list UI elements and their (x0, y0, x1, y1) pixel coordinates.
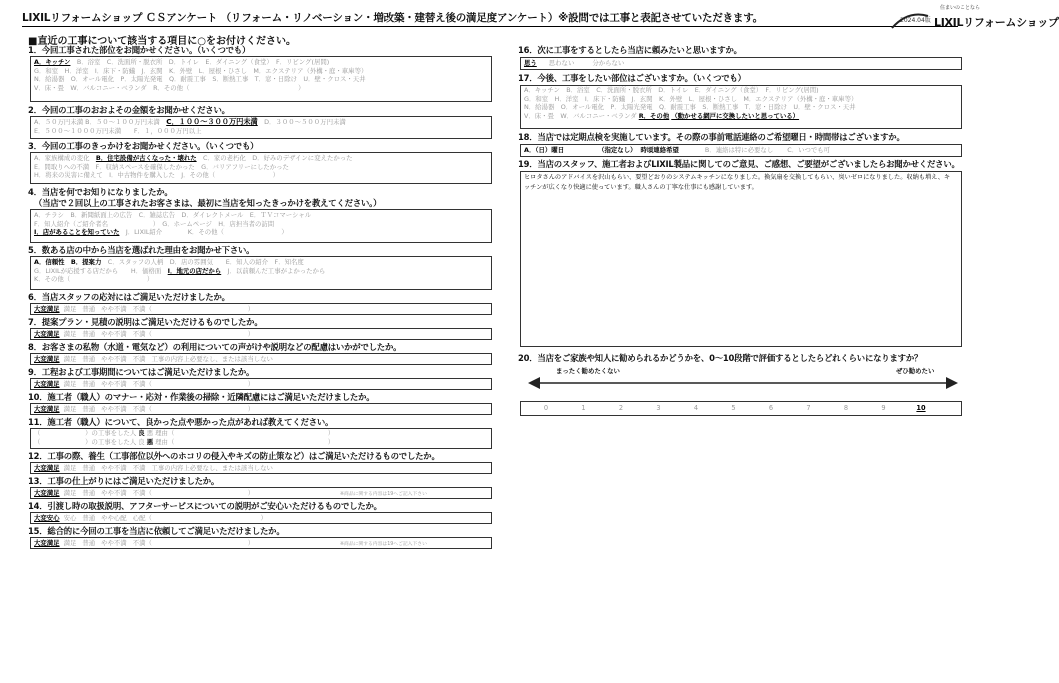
q13-options: 大変満足 満足 普通 やや不満 不満（ ） (34, 489, 255, 497)
q6-title: 6．当店スタッフの応対にはご満足いただけましたか。 (28, 292, 230, 302)
q14-selected[interactable]: 大変安心 (34, 514, 60, 522)
q9-title: 9．工程および工事期間についてはご満足いただけましたか。 (28, 367, 255, 377)
survey-title: LIXILリフォームショップ ＣＳアンケート （リフォーム・リノベーション・増改築・建替え後の満足度アンケート）※設問では工事と表記させていただきます。 (22, 12, 763, 24)
logo-brand: LIXILリフォームショップ (934, 16, 1059, 29)
lixil-logo (880, 4, 1059, 34)
q1-title: 1．今回工事された部位をお聞かせください。（いくつでも） (28, 45, 251, 55)
q17-selected-other[interactable]: R．その他 (638, 111, 670, 120)
q1-options: A．キッチン B．浴室 C．洗面所・脱衣所 D．トイレ E．ダイニング（食堂） F．リビング(居間) G．和室 H．洋室 I．床下・防蟻 J．玄関 K．外壁 L．屋根・ひさし M．エクステリア（外構・庭・車庫等） N．給湯器 O．オール電化 P．太陽光発電 Q．耐震工事 S．断熱工事 T．窓・日除け U．壁・クロス・天井 V．床・畳 W．バルコニー・ベランダ R．その他（ ） (34, 58, 368, 92)
q20-scale-2[interactable]: 2 (618, 404, 624, 412)
q8-selected[interactable]: 大変満足 (34, 355, 60, 363)
q2-options: A．５０万円未満 B．５０～１００万円未満 C．１００～３００万円未満 D．３００～５００万円未満 E．５００～１０００万円未満 F．１，０００万円以上 (34, 117, 346, 135)
q5-selected-proposal[interactable]: B．提案力 (70, 258, 102, 266)
q7-selected[interactable]: 大変満足 (34, 330, 60, 338)
q17-other-detail[interactable]: （動かせる網戸に交換したいと思っている） (671, 111, 800, 120)
q9-selected[interactable]: 大変満足 (34, 380, 60, 388)
q4-options: A．チラシ B．新聞紙面上の広告 C．雑誌広告 D．ダイレクトメール E．ＴＶコマーシャル F．知人紹介（ご紹介者名 ） G．ホームページ H．店担当者の訪問 I．店があることを知っていた J．LIXIL紹介 K．その他（ ） (34, 211, 312, 237)
q17-options: A．キッチン B．浴室 C．洗面所・脱衣所 D．トイレ E．ダイニング（食堂） F．リビング(居間) G．和室 H．洋室 I．床下・防蟻 J．玄関 K．外壁 L．屋根・ひさし M．エクステリア（外構・庭・車庫等） N．給湯器 O．オール電化 P．太陽光発電 Q．耐震工事 S．断熱工事 T．窓・日除け U．壁・クロス・天井 V．床・畳 W．バルコニー・ベランダ R．その他 （動かせる網戸に交換したいと思っている） (524, 86, 858, 120)
q4-selected-source[interactable]: I．店があることを知っていた (34, 228, 120, 237)
q15-options: 大変満足 満足 普通 やや不満 不満（ ） (34, 539, 255, 547)
q12-options: 大変満足 満足 普通 やや不満 不満 工事の内容上必要なし、または該当しない (34, 464, 273, 472)
q16-options: 思う 思わない 分からない (524, 59, 625, 67)
q5-options: A．信頼性 B．提案力 C．スタッフの人柄 D．店の雰囲気 E．知人の紹介 F．知名度 G．LIXILが応援する店だから H．価格面 I．地元の店だから J．以前頼んだ工事がよかったから K．その他（ ） (34, 258, 326, 284)
q11-title: 11．施工者（職人）について、良かった点や悪かった点があれば教えてください。 (28, 417, 334, 427)
q18-options: A．（日）曜日 （指定なし） 時頃連絡希望 B．連絡は特に必要なし C．いつでも可 (524, 146, 831, 154)
q20-right-label: ぜひ勧めたい (896, 367, 935, 375)
q20-left-label: まったく勧めたくない (556, 367, 620, 375)
q15-note: ※商品に関する内容は19へご記入下さい (340, 542, 427, 547)
q20-scale-8[interactable]: 8 (843, 404, 849, 412)
q8-options: 大変満足 満足 普通 やや不満 不満 工事の内容上必要なし、または該当しない (34, 355, 273, 363)
q13-title: 13．工事の仕上がりにはご満足いただけましたか。 (28, 476, 220, 486)
q20-scale-4[interactable]: 4 (693, 404, 699, 412)
q20-scale-3[interactable]: 3 (656, 404, 661, 412)
q10-options: 大変満足 満足 普通 やや不満 不満（ ） (34, 405, 255, 413)
logo-tagline: 住まいのことなら (940, 5, 981, 11)
q2-title: 2．今回の工事のおおよその金額をお聞かせください。 (28, 105, 230, 115)
q14-options: 大変安心 安心 普通 やや心配 心配（ ） (34, 514, 267, 522)
q8-title: 8．お客さまの私物（水道・電気など）の利用についての声がけや説明などの配慮はいかがでしたか。 (28, 342, 402, 352)
q20-scale-7[interactable]: 7 (806, 404, 811, 412)
q11-rows: （ ）の工事をした人 良 悪 理由（ ） （ ）の工事をした人 良 悪 理由（ ） (34, 429, 335, 446)
q10-title: 10．施工者（職人）のマナー・応対・作業後の掃除・近隣配慮にはご満足いただけましたか。 (28, 392, 375, 402)
q20-scale-5[interactable]: 5 (731, 404, 736, 412)
q20-scale-arrow (528, 376, 958, 390)
q7-options: 大変満足 満足 普通 やや不満 不満（ ） (34, 330, 255, 338)
q3-selected-reason[interactable]: B．住宅設備が古くなった・壊れた (95, 154, 197, 162)
q19-comment-box[interactable] (520, 171, 962, 347)
q18-title: 18．当店では定期点検を実施しています。その際の事前電話連絡のご希望曜日・時間帯はございますか。 (518, 132, 905, 142)
q1-selected-kitchen[interactable]: A．キッチン (34, 58, 71, 66)
q18-day[interactable]: A．（日）曜日 (524, 146, 565, 154)
q12-title: 12．工事の際、養生（工事部位以外へのホコリの侵入やキズの防止策など）はご満足いただけるものでしたか。 (28, 451, 440, 461)
q10-selected[interactable]: 大変満足 (34, 405, 60, 413)
q3-title: 3．今回の工事のきっかけをお聞かせください。（いくつでも） (28, 141, 259, 151)
q5-title: 5．数ある店の中から当店を選ばれた理由をお聞かせ下さい。 (28, 245, 255, 255)
q19-title: 19．当店のスタッフ、施工者およびLIXIL製品に関してのご意見、ご感想、ご要望がございましたらお聞かせください。 (518, 159, 960, 169)
q3-options: A．家族構成の変化 B．住宅設備が古くなった・壊れた C．家の老朽化 D．好みのデザインに変えたかった E．間取りへの不満 F．収納スペースを確保したかった G．バリアフリーにしたかった H．将来の災害に備えて I．中古物件を購入した J．その他（ ） (34, 154, 353, 180)
q20-scale-9[interactable]: 9 (881, 404, 886, 412)
q9-options: 大変満足 満足 普通 やや不満 不満（ ） (34, 380, 255, 388)
q18-no-preference[interactable]: （指定なし） (598, 146, 637, 154)
lead-instruction: ■直近の工事について該当する項目に○をお付けください。 (28, 36, 296, 47)
q19-comment-text: ヒロタさんのアドバイスを沢山もらい、要望どおりのシステムキッチンになりました。換気扇を交換してもらい、臭いゼロになりました。収納も増え、キッチンが広くなり快適に使っています。職人さんの丁寧な仕事にも感謝しています。 (524, 174, 951, 191)
q5-selected-local[interactable]: I．地元の店だから (167, 266, 222, 275)
version-date: 2024.04版 (900, 17, 931, 24)
q15-title: 15．総合的に今回の工事を当店に依頼してご満足いただけましたか。 (28, 526, 285, 536)
q20-title: 20．当店をご家族や知人に勧められるかどうかを、0～10段階で評価するとしたらどれくらいになりますか？ (518, 353, 923, 363)
title-underline (22, 26, 958, 27)
q6-selected[interactable]: 大変満足 (34, 305, 60, 313)
q16-title: 16．次に工事をするとしたら当店に頼みたいと思いますか。 (518, 45, 742, 55)
q4-title: 4．当店を何でお知りになりましたか。 (28, 187, 173, 197)
q13-selected[interactable]: 大変満足 (34, 489, 60, 497)
q17-title: 17．今後、工事をしたい部位はございますか。（いくつでも） (518, 73, 746, 83)
q6-options: 大変満足 満足 普通 やや不満 不満（ ） (34, 305, 255, 313)
q12-selected[interactable]: 大変満足 (34, 464, 60, 472)
q15-selected[interactable]: 大変満足 (34, 539, 60, 547)
logo-swoosh-icon (890, 12, 930, 30)
q7-title: 7．提案プラン・見積の説明はご満足いただけるものでしたか。 (28, 317, 263, 327)
q20-scale-1[interactable]: 1 (581, 404, 586, 412)
q20-scale-6[interactable]: 6 (768, 404, 774, 412)
q14-title: 14．引渡し時の取扱説明、アフターサービスについての説明がご安心いただけるものでしたか。 (28, 501, 382, 511)
q5-selected-reliability[interactable]: A．信頼性 (34, 258, 65, 266)
q16-selected[interactable]: 思う (524, 59, 537, 67)
q20-scale-0[interactable]: 0 (543, 404, 549, 412)
q20-scale-10[interactable]: 10 (916, 404, 926, 412)
q4-subtitle: （当店で２回以上の工事されたお客さまは、最初に当店を知ったきっかけを教えてください。） (34, 198, 382, 208)
q13-note: ※商品に関する内容は19へご記入下さい (340, 492, 427, 497)
q2-selected-amount[interactable]: C．１００～３００万円未満 (166, 117, 258, 126)
